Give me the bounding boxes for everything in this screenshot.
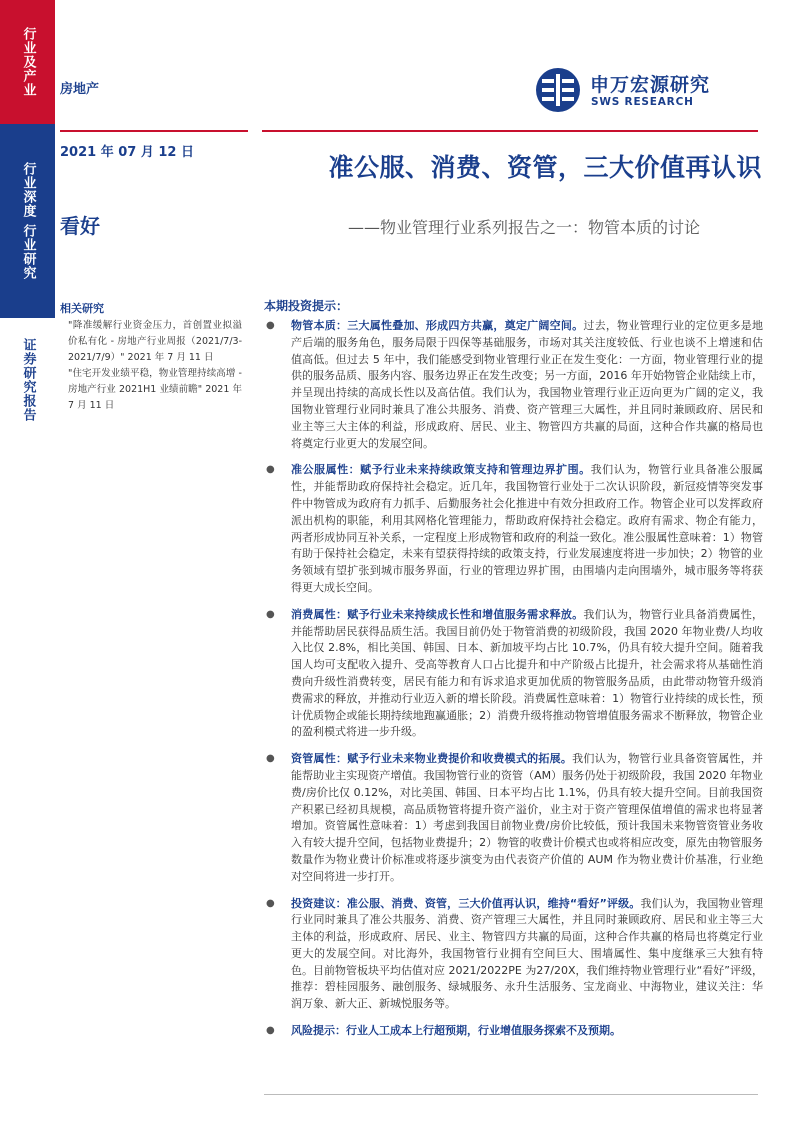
bullet-heading: 风险提示：行业人工成本上行超预期，行业增值服务探索不及预期。 <box>291 1024 621 1038</box>
sidebar-report-type-block <box>0 124 55 318</box>
bullet-heading: 资管属性：赋予行业未来物业费提价和收费模式的拓展。 <box>291 752 573 766</box>
sidebar-report-depth-label: 行业深度 <box>20 162 36 218</box>
related-research-list <box>68 318 242 414</box>
summary-bullet <box>264 318 763 452</box>
bullet-body: 我们认为，物管行业具备资管属性，并能帮助业主实现资产增值。我国物管行业的资管（AM）服务仍处于初级阶段，我国 2020 年物业费/房价比仅 0.12%，对比美国、韩国、日本平均占比 1.1%，仍具有较大提升空间。目前我国资产积累已经初具规模，高品质物管将提升资产溢价，业主对于资产管理保值增值的需求也将显著增加。资管属性意味着：1）考虑到我国目前物业费/房价比较低，预计我国未来物管资管业务收入有较大提升空间，包括物业费提升；2）物管的收费计价模式也或将相应改变，原先由物管服务数量作为物业费计价标准或将逐步演变为由代表资产价值的 AUM 作为物业费计价基准，行业绝对空间将进一步打开。 <box>291 752 764 883</box>
sidebar-report-type-label: 行业研究 <box>20 224 36 280</box>
bullet-icon: ● <box>266 897 275 909</box>
bullet-heading: 投资建议：准公服、消费、资管，三大价值再认识，维持“看好”评级。 <box>291 896 641 910</box>
bullet-body: 我们认为，我国物业管理行业同时兼具了准公共服务、消费、资产管理三大属性，并且同时兼顾政府、居民和业主等三大主体的利益，形成政府、居民、业主、物管四方共赢的局面，这种合作共赢的格局也将奠定行业更大的发展空间。对比海外，我国物管行业拥有空间巨大、围墙属性、集中度继承三大独有特色。目前物管板块平均估值对应 2021/2022PE 为27/20X，我们维持物业管理行业“看好”评级，推荐：碧桂园服务、融创服务、绿城服务、永升生活服务、宝龙商业、中海物业，建议关注：华润万象、新大正、新城悦服务等。 <box>291 896 763 1011</box>
report-date: 2021 年 07 月 12 日 <box>60 145 194 160</box>
report-title: 准公服、消费、资管，三大价值再认识 <box>328 153 762 182</box>
bullet-body: 我们认为，物管行业具备准公服属性，并能帮助政府保持社会稳定。近几年，我国物管行业处于二次认识阶段，新冠疫情等突发事件中物管成为政府有力抓手、后勤服务社会化推进中有效分担政府工作。物管企业可以发挥政府派出机构的职能，利用其网格化管理能力，帮助政府保持社会稳定。政府有需求、物企有能力，两者形成协同互补关系，一定程度上形成物管和政府的利益一致化。准公服属性意味着：1）物管有助于保持社会稳定，未来有望获得持续的政策支持，行业发展速度将进一步加快；2）物管的业务领域有望扩张到城市服务界面，行业的管理边界扩围，由围墙内走向围墙外，城市服务等将获得更大成长空间。 <box>291 463 764 594</box>
sidebar-category-block <box>0 0 55 124</box>
summary-bullet <box>264 1023 763 1040</box>
bullet-icon: ● <box>266 464 275 476</box>
company-logo <box>534 66 754 116</box>
bullet-icon: ● <box>266 753 275 765</box>
summary-bullet-list <box>264 318 763 1050</box>
logo-english-name: SWS RESEARCH <box>591 96 694 108</box>
bullet-icon: ● <box>266 1025 275 1037</box>
related-research-title: 相关研究 <box>60 302 104 315</box>
side-banner <box>0 0 55 440</box>
bullet-heading: 消费属性：赋予行业未来持续成长性和增值服务需求释放。 <box>291 607 584 621</box>
industry-label: 房地产 <box>60 82 100 97</box>
bullet-body: 过去，物业管理行业的定位更多是地产后端的服务角色，服务局限于四保等基础服务，市场对其关注度较低、行业也谈不上增速和估值高低。但过去 5 年中，我们能感受到物业管理行业正在发生变化：一方面，物业管理行业的提供的服务品质、服务内容、服务边界正在发生改变；另一方面，2016 年开始物管企业陆续上市，并呈现出持续的高成长性以及高估值。我们认为，我国物业管理行业正迈向更为广阔的定义，我国物业管理行业同时兼具了准公共服务、消费、资产管理三大属性，并且同时兼顾政府、居民和业主等三大主体的利益，形成政府、居民、业主、物管四方共赢的局面，这种合作共赢的格局也将奠定行业更大的发展空间。 <box>291 319 764 450</box>
summary-bullet <box>264 462 763 596</box>
rating-label: 看好 <box>60 214 100 238</box>
summary-bullet <box>264 751 763 885</box>
sidebar-research-block <box>0 320 55 440</box>
related-research-item: "住宅开发业绩平稳，物业管理持续高增 -房地产行业 2021H1 业绩前瞻" 2021 年 7 月 11 日 <box>68 368 242 411</box>
bullet-heading: 准公服属性：赋予行业未来持续政策支持和管理边界扩围。 <box>291 463 591 477</box>
summary-bullet <box>264 896 763 1014</box>
related-research-item: "降准缓解行业资金压力，首创置业拟溢价私有化 - 房地产行业周报（2021/7/3-2021/7/9）" 2021 年 7 月 11 日 <box>68 320 242 363</box>
summary-section-title: 本期投资提示： <box>264 299 349 313</box>
bullet-body: 我们认为，物管行业具备消费属性，并能帮助居民获得品质生活。我国目前仍处于物管消费的初级阶段，我国 2020 年物业费/人均收入比仅 2.8%，相比美国、韩国、日本、新加坡平均占比 10.7%，仍具有较大提升空间。随着我国人均可支配收入提升、受高等教育人口占比提升和中产阶级占比提升，社会需求将从基础性消费向升级性消费转变，居民有能力和有诉求追求更加优质的物管服务品质，由此带动物管升级消费需求的释放，并推动行业迈入新的增长阶段。消费属性意味着：1）物管行业持续的成长性，预计优质物企或能长期持续地跑赢通胀；2）消费升级将推动物管增值服务需求不断释放，物管企业的盈利模式将进一步升级。 <box>291 607 764 739</box>
bullet-icon: ● <box>266 608 275 620</box>
logo-mark-icon <box>534 66 582 114</box>
bullet-heading: 物管本质：三大属性叠加、形成四方共赢，奠定广阔空间。 <box>291 319 584 332</box>
divider <box>60 130 248 132</box>
logo-chinese-name: 申万宏源研究 <box>590 74 711 96</box>
divider <box>262 130 758 132</box>
sidebar-research-label: 证券研究报告 <box>20 338 36 422</box>
bullet-icon: ● <box>266 320 275 331</box>
report-subtitle: ——物业管理行业系列报告之一：物管本质的讨论 <box>347 218 700 237</box>
summary-bullet <box>264 607 763 741</box>
footer-divider <box>264 1094 758 1095</box>
sidebar-category-label: 行业及产业 <box>20 27 36 97</box>
